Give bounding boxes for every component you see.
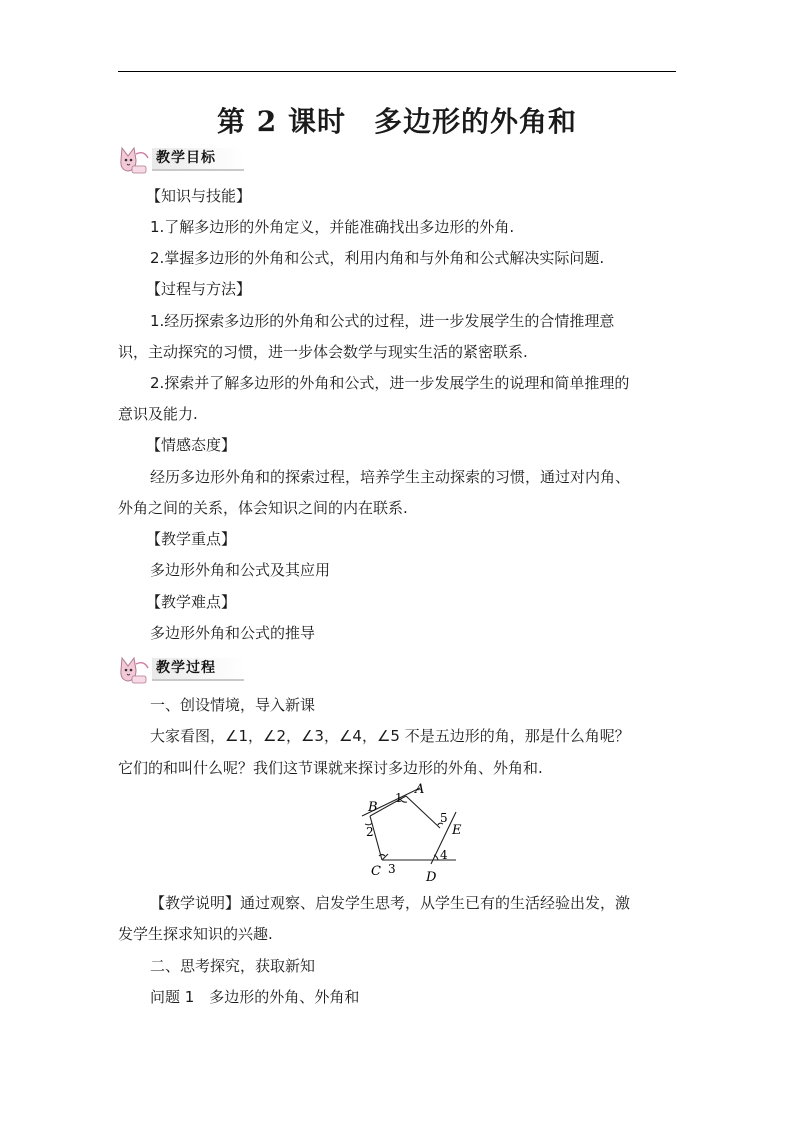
method-item-2-line2: 意识及能力. — [118, 405, 198, 423]
attitude-line2: 外角之间的关系，体会知识之间的内在联系. — [118, 499, 408, 517]
intro-line1: 大家看图，∠1，∠2，∠3，∠4，∠5 不是五边形的角，那是什么角呢？ — [150, 727, 630, 745]
angle-label-4: 4 — [440, 848, 448, 862]
knowledge-item-2: 2.掌握多边形的外角和公式，利用内角和与外角和公式解决实际问题. — [150, 249, 605, 267]
difficulty-text: 多边形外角和公式的推导 — [150, 624, 316, 642]
section-title-goals: 教学目标 — [156, 150, 216, 166]
angle-label-3: 3 — [388, 862, 396, 876]
key-point-heading: 【教学重点】 — [146, 530, 237, 548]
teaching-note-line2: 发学生探求知识的兴趣. — [118, 925, 273, 943]
vertex-label-e: E — [452, 823, 462, 838]
question-1: 问题 1 多边形的外角、外角和 — [150, 988, 360, 1006]
page-title — [0, 100, 794, 140]
teaching-note-line1: 【教学说明】通过观察、启发学生思考，从学生已有的生活经验出发，激 — [150, 894, 631, 912]
method-item-1-line2: 识，主动探究的习惯，进一步体会数学与现实生活的紧密联系. — [118, 343, 528, 361]
difficulty-heading: 【教学难点】 — [146, 593, 237, 611]
knowledge-item-1: 1.了解多边形的外角定义，并能准确找出多边形的外角. — [150, 218, 515, 236]
method-item-2-line1: 2.探索并了解多边形的外角和公式，进一步发展学生的说理和简单推理的 — [150, 374, 630, 392]
angle-label-5: 5 — [440, 811, 448, 825]
intro-line2: 它们的和叫什么呢？我们这节课就来探讨多边形的外角、外角和. — [118, 759, 543, 777]
side-ae — [406, 796, 440, 828]
step-2-heading: 二、思考探究，获取新知 — [150, 957, 316, 975]
pentagon-exterior-angles-figure — [348, 780, 478, 888]
section-badge-goals — [118, 144, 248, 174]
lesson-topic: 多边形的外角和 — [373, 105, 577, 138]
section-title-process: 教学过程 — [156, 660, 216, 676]
angle-label-1: 1 — [395, 791, 403, 805]
section-badge-process — [118, 654, 248, 684]
lesson-number: 第 2 课时 — [217, 105, 346, 138]
attitude-line1: 经历多边形外角和的探索过程，培养学生主动探索的习惯，通过对内角、 — [150, 468, 631, 486]
vertex-label-d: D — [426, 870, 437, 885]
angle-label-2: 2 — [366, 825, 374, 839]
vertex-label-c: C — [371, 864, 381, 879]
top-rule — [118, 71, 676, 72]
method-item-1-line1: 1.经历探索多边形的外角和公式的过程，进一步发展学生的合情推理意 — [150, 312, 615, 330]
key-point-text: 多边形外角和公式及其应用 — [150, 561, 331, 579]
vertex-label-a: A — [415, 782, 425, 797]
attitude-heading: 【情感态度】 — [146, 436, 237, 454]
method-heading: 【过程与方法】 — [146, 280, 252, 298]
knowledge-heading: 【知识与技能】 — [146, 187, 252, 205]
vertex-label-b: B — [368, 800, 378, 815]
step-1-heading: 一、创设情境，导入新课 — [150, 696, 316, 714]
angle-arc-3 — [379, 855, 385, 857]
